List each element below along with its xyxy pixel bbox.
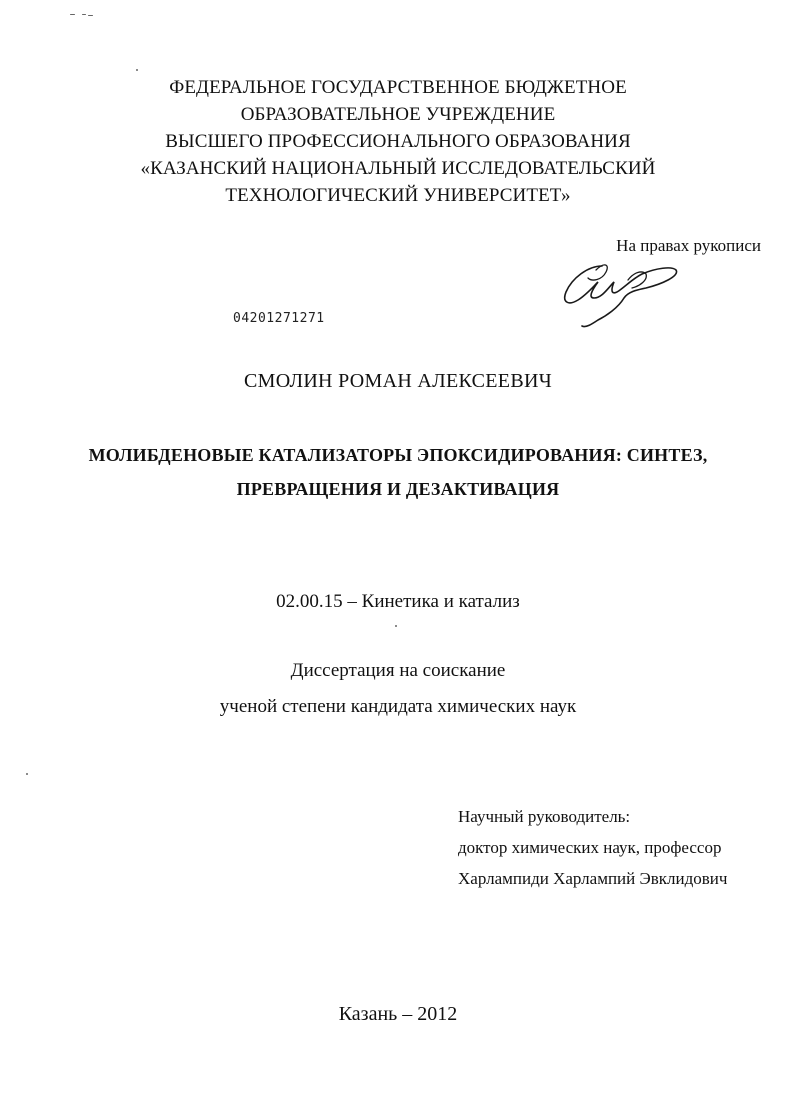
scan-speck (136, 69, 138, 71)
advisor-name: Харлампиди Харлампий Эвклидович (458, 869, 728, 888)
dissertation-title (0, 438, 796, 506)
institution-line: ФЕДЕРАЛЬНОЕ ГОСУДАРСТВЕННОЕ БЮДЖЕТНОЕ (169, 77, 627, 98)
advisor-label: Научный руководитель: (458, 807, 631, 826)
scan-speck (88, 15, 93, 16)
specialty-code: 02.00.15 – Кинетика и катализ (276, 591, 520, 612)
degree-line: ученой степени кандидата химических наук (219, 696, 577, 717)
scan-speck (395, 625, 397, 627)
handwritten-signature (558, 258, 688, 330)
degree-line: Диссертация на соискание (290, 660, 506, 681)
manuscript-rights-note: На правах рукописи (616, 236, 761, 255)
library-code: 04201271271 (233, 311, 325, 326)
institution-line: ОБРАЗОВАТЕЛЬНОЕ УЧРЕЖДЕНИЕ (240, 104, 556, 125)
institution-line: ТЕХНОЛОГИЧЕСКИЙ УНИВЕРСИТЕТ» (225, 185, 571, 206)
author-name: СМОЛИН РОМАН АЛЕКСЕЕВИЧ (243, 370, 553, 392)
degree-statement (0, 653, 796, 725)
title-line: МОЛИБДЕНОВЫЕ КАТАЛИЗАТОРЫ ЭПОКСИДИРОВАНИЯ: СИНТЕЗ, (88, 445, 708, 465)
title-line: ПРЕВРАЩЕНИЯ И ДЕЗАКТИВАЦИЯ (236, 479, 560, 499)
scan-speck (26, 773, 28, 775)
scan-speck (70, 14, 75, 15)
advisor-degree: доктор химических наук, профессор (458, 838, 722, 857)
institution-line: «КАЗАНСКИЙ НАЦИОНАЛЬНЫЙ ИССЛЕДОВАТЕЛЬСКИЙ (140, 158, 656, 179)
institution-header (0, 74, 796, 209)
institution-line: ВЫСШЕГО ПРОФЕССИОНАЛЬНОГО ОБРАЗОВАНИЯ (165, 131, 631, 152)
scan-speck (82, 14, 86, 15)
city-year: Казань – 2012 (338, 1003, 458, 1025)
scientific-advisor (458, 801, 727, 894)
